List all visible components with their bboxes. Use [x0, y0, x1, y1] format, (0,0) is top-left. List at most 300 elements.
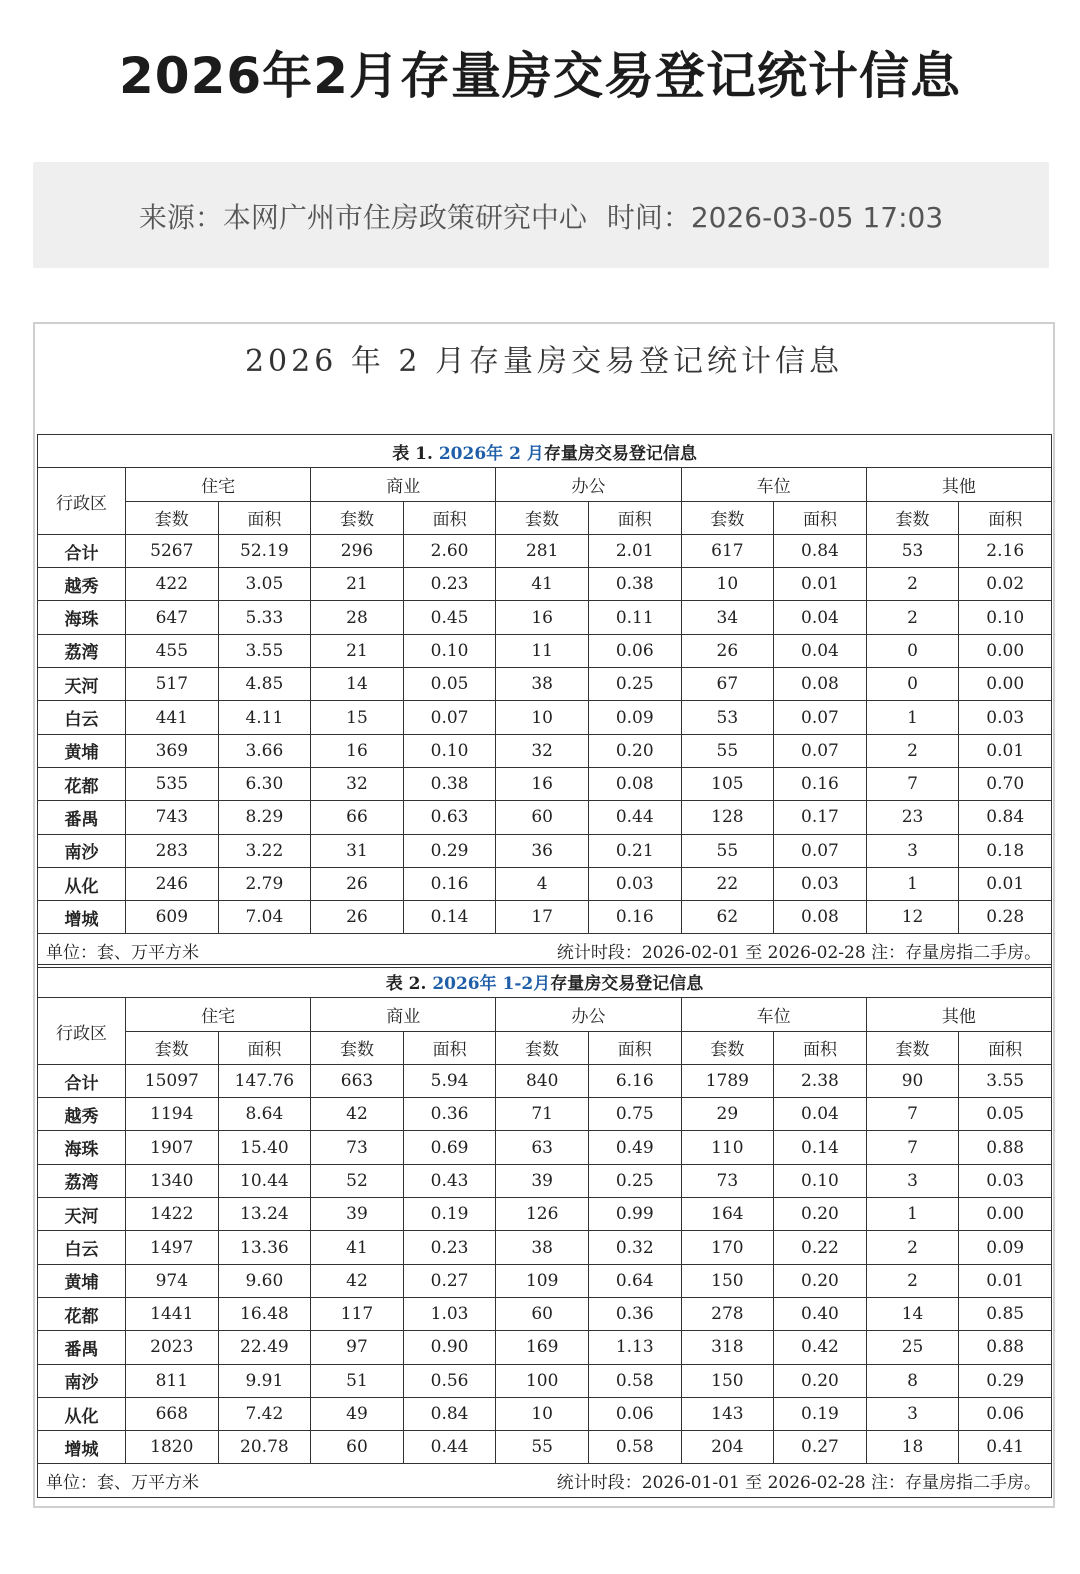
category-header: 办公 [496, 998, 681, 1031]
table-cell: 0.64 [588, 1264, 681, 1297]
table-cell: 26 [681, 634, 774, 667]
table-cell: 0.43 [403, 1164, 496, 1197]
table-cell: 1340 [126, 1164, 219, 1197]
table-cell: 0.11 [588, 601, 681, 634]
table-cell: 15097 [126, 1064, 219, 1097]
table-cell: 0.16 [774, 767, 867, 800]
table-cell: 71 [496, 1098, 589, 1131]
table-cell: 60 [496, 801, 589, 834]
table-cell: 278 [681, 1297, 774, 1330]
table-cell: 32 [311, 767, 404, 800]
article-meta [33, 162, 1049, 268]
table-cell: 42 [311, 1264, 404, 1297]
table-cell: 1441 [126, 1297, 219, 1330]
table-cell: 49 [311, 1397, 404, 1430]
table-cell: 18 [866, 1431, 959, 1464]
district-name: 南沙 [38, 1364, 126, 1397]
table-cell: 34 [681, 601, 774, 634]
district-name: 从化 [38, 867, 126, 900]
table-cell: 52 [311, 1164, 404, 1197]
sub-header: 套数 [126, 501, 219, 534]
table-cell: 0.08 [774, 901, 867, 934]
table-cell: 28 [311, 601, 404, 634]
table-cell: 38 [496, 668, 589, 701]
table-cell: 0.04 [774, 1098, 867, 1131]
table-cell: 8 [866, 1364, 959, 1397]
sub-header: 面积 [403, 501, 496, 534]
table-row [38, 668, 1052, 701]
table-cell: 0.70 [959, 767, 1052, 800]
category-header: 车位 [681, 998, 866, 1031]
table-row [38, 1098, 1052, 1131]
table-cell: 9.91 [218, 1364, 311, 1397]
table-cell: 617 [681, 534, 774, 567]
table-cell: 13.36 [218, 1231, 311, 1264]
district-name: 番禺 [38, 1331, 126, 1364]
table-row [38, 1231, 1052, 1264]
category-header: 住宅 [126, 468, 311, 501]
category-header: 其他 [866, 998, 1051, 1031]
table-cell: 26 [311, 901, 404, 934]
district-name: 荔湾 [38, 634, 126, 667]
table-cell: 10 [681, 568, 774, 601]
table-cell: 0.56 [403, 1364, 496, 1397]
table-cell: 0.01 [774, 568, 867, 601]
unit-note: 单位：套、万平方米 [46, 943, 199, 964]
district-name: 从化 [38, 1397, 126, 1430]
category-header: 住宅 [126, 998, 311, 1031]
table-cell: 0.99 [588, 1198, 681, 1231]
table-cell: 17 [496, 901, 589, 934]
caption-prefix: 表 2. [385, 973, 433, 994]
table-cell: 90 [866, 1064, 959, 1097]
district-name: 白云 [38, 701, 126, 734]
sub-header-row [38, 1031, 1052, 1064]
district-name: 海珠 [38, 601, 126, 634]
sub-header: 套数 [866, 1031, 959, 1064]
category-header: 商业 [311, 998, 496, 1031]
table-row [38, 901, 1052, 934]
table-cell: 3 [866, 1397, 959, 1430]
table-cell: 318 [681, 1331, 774, 1364]
source-text: 来源：本网广州市住房政策研究中心 [138, 201, 587, 234]
table-cell: 1 [866, 1198, 959, 1231]
table-cell: 0.06 [588, 634, 681, 667]
table-cell: 0.06 [959, 1397, 1052, 1430]
table-cell: 0.01 [959, 867, 1052, 900]
table-cell: 53 [866, 534, 959, 567]
table-cell: 55 [681, 834, 774, 867]
table-cell: 0 [866, 634, 959, 667]
table-cell: 0.02 [959, 568, 1052, 601]
table-cell: 0.63 [403, 801, 496, 834]
table-cell: 55 [681, 734, 774, 767]
table-cell: 20.78 [218, 1431, 311, 1464]
table-cell: 0.08 [774, 668, 867, 701]
table-cell: 2.01 [588, 534, 681, 567]
table-cell: 0.32 [588, 1231, 681, 1264]
table-cell: 0.69 [403, 1131, 496, 1164]
sub-header: 面积 [774, 501, 867, 534]
table-cell: 10 [496, 1397, 589, 1430]
table-caption-row [38, 435, 1052, 468]
table-cell: 12 [866, 901, 959, 934]
table-cell: 22 [681, 867, 774, 900]
table-cell: 73 [311, 1131, 404, 1164]
table-cell: 0.00 [959, 1198, 1052, 1231]
district-name: 荔湾 [38, 1164, 126, 1197]
table-cell: 0.16 [403, 867, 496, 900]
district-name: 合计 [38, 1064, 126, 1097]
table-cell: 0.16 [588, 901, 681, 934]
table-cell: 0.88 [959, 1331, 1052, 1364]
meta-line [33, 196, 1049, 236]
table-cell: 840 [496, 1064, 589, 1097]
table-cell: 143 [681, 1397, 774, 1430]
table-cell: 0.88 [959, 1131, 1052, 1164]
table-row [38, 634, 1052, 667]
table-cell: 60 [496, 1297, 589, 1330]
sub-header: 面积 [774, 1031, 867, 1064]
table-cell: 21 [311, 634, 404, 667]
table-cell: 110 [681, 1131, 774, 1164]
table-cell: 0.85 [959, 1297, 1052, 1330]
table-footer [38, 934, 1052, 967]
table-caption [38, 965, 1052, 998]
sub-header: 面积 [218, 501, 311, 534]
table-caption-row [38, 965, 1052, 998]
table-cell: 1.03 [403, 1297, 496, 1330]
table-cell: 204 [681, 1431, 774, 1464]
caption-period: 2026年 2 月 [438, 443, 544, 464]
district-name: 花都 [38, 1297, 126, 1330]
table-cell: 4.85 [218, 668, 311, 701]
table-cell: 8.29 [218, 801, 311, 834]
table-cell: 39 [496, 1164, 589, 1197]
district-name: 增城 [38, 901, 126, 934]
table-cell: 3.55 [218, 634, 311, 667]
table-cell: 7.04 [218, 901, 311, 934]
period-note: 统计时段：2026-02-01 至 2026-02-28 注：存量房指二手房。 [556, 943, 1042, 964]
table-row [38, 1297, 1052, 1330]
table-cell: 1497 [126, 1231, 219, 1264]
district-name: 越秀 [38, 1098, 126, 1131]
table-cell: 0.14 [774, 1131, 867, 1164]
table-row [38, 1397, 1052, 1430]
table-cell: 0.10 [774, 1164, 867, 1197]
table-cell: 281 [496, 534, 589, 567]
table-cell: 164 [681, 1198, 774, 1231]
table-cell: 55 [496, 1431, 589, 1464]
category-header-row [38, 468, 1052, 501]
table-footer [38, 1464, 1052, 1497]
table-cell: 66 [311, 801, 404, 834]
caption-period: 2026年 1-2月 [432, 973, 551, 994]
sub-header: 套数 [681, 1031, 774, 1064]
caption-suffix: 存量房交易登记信息 [543, 443, 697, 464]
table-cell: 62 [681, 901, 774, 934]
district-name: 合计 [38, 534, 126, 567]
table-cell: 0.25 [588, 668, 681, 701]
table-cell: 369 [126, 734, 219, 767]
table-cell: 6.30 [218, 767, 311, 800]
table-cell: 0.20 [774, 1264, 867, 1297]
table-caption [38, 435, 1052, 468]
table-cell: 0.07 [774, 734, 867, 767]
category-header: 商业 [311, 468, 496, 501]
table-row [38, 1264, 1052, 1297]
table-cell: 0.05 [403, 668, 496, 701]
table-cell: 4 [496, 867, 589, 900]
table-cell: 14 [311, 668, 404, 701]
table-cell: 23 [866, 801, 959, 834]
statistics-document-image [33, 322, 1055, 1508]
table-cell: 0.40 [774, 1297, 867, 1330]
table-cell: 0.44 [403, 1431, 496, 1464]
table-cell: 25 [866, 1331, 959, 1364]
district-name: 南沙 [38, 834, 126, 867]
table-cell: 0.42 [774, 1331, 867, 1364]
table-cell: 170 [681, 1231, 774, 1264]
table-cell: 0.25 [588, 1164, 681, 1197]
table-cell: 2.79 [218, 867, 311, 900]
table-row [38, 1431, 1052, 1464]
table-cell: 169 [496, 1331, 589, 1364]
table-row [38, 834, 1052, 867]
period-note: 统计时段：2026-01-01 至 2026-02-28 注：存量房指二手房。 [556, 1473, 1041, 1494]
table-row [38, 1331, 1052, 1364]
table-cell: 0.06 [588, 1397, 681, 1430]
table-cell: 2 [866, 1231, 959, 1264]
table-cell: 0 [866, 668, 959, 701]
table-cell: 0.03 [774, 867, 867, 900]
sub-header: 套数 [681, 501, 774, 534]
table-row [38, 734, 1052, 767]
table-cell: 0.38 [403, 767, 496, 800]
table-cell: 0.44 [588, 801, 681, 834]
table-cell: 0.05 [959, 1098, 1052, 1131]
district-name: 天河 [38, 1198, 126, 1231]
table-cell: 0.08 [588, 767, 681, 800]
table-cell: 67 [681, 668, 774, 701]
sub-header: 套数 [866, 501, 959, 534]
table-cell: 2 [866, 568, 959, 601]
sub-header: 面积 [588, 501, 681, 534]
table-cell: 7 [866, 1131, 959, 1164]
district-name: 白云 [38, 1231, 126, 1264]
table-cell: 1422 [126, 1198, 219, 1231]
table-cell: 60 [311, 1431, 404, 1464]
table-cell: 0.03 [588, 867, 681, 900]
table-cell: 0.03 [959, 1164, 1052, 1197]
table-footer-row [38, 1464, 1052, 1497]
sub-header: 套数 [311, 1031, 404, 1064]
table-cell: 14 [866, 1297, 959, 1330]
table-cell: 0.07 [403, 701, 496, 734]
table-cell: 668 [126, 1397, 219, 1430]
sub-header: 套数 [311, 501, 404, 534]
table-cell: 63 [496, 1131, 589, 1164]
table-cell: 0.01 [959, 734, 1052, 767]
table-row [38, 1164, 1052, 1197]
table-cell: 1789 [681, 1064, 774, 1097]
table-cell: 2023 [126, 1331, 219, 1364]
table-cell: 8.64 [218, 1098, 311, 1131]
table-cell: 38 [496, 1231, 589, 1264]
table-cell: 1 [866, 701, 959, 734]
table-cell: 7.42 [218, 1397, 311, 1430]
table-cell: 7 [866, 1098, 959, 1131]
table-cell: 21 [311, 568, 404, 601]
district-header: 行政区 [38, 998, 126, 1065]
table-cell: 0.19 [403, 1198, 496, 1231]
document-title: 2026 年 2 月存量房交易登记统计信息 [244, 344, 844, 379]
table-cell: 2.60 [403, 534, 496, 567]
table-cell: 13.24 [218, 1198, 311, 1231]
table-row [38, 1064, 1052, 1097]
table-cell: 0.27 [403, 1264, 496, 1297]
table-cell: 422 [126, 568, 219, 601]
caption-prefix: 表 1. [392, 443, 439, 464]
table-cell: 0.03 [959, 701, 1052, 734]
sub-header: 面积 [403, 1031, 496, 1064]
table-cell: 0.01 [959, 1264, 1052, 1297]
table-row [38, 1364, 1052, 1397]
district-name: 增城 [38, 1431, 126, 1464]
table-cell: 1.13 [588, 1331, 681, 1364]
table-cell: 16 [496, 601, 589, 634]
table-cell: 6.16 [588, 1064, 681, 1097]
table-cell: 105 [681, 767, 774, 800]
table-cell: 36 [496, 834, 589, 867]
table-cell: 0.04 [774, 601, 867, 634]
table-cell: 0.29 [403, 834, 496, 867]
table-cell: 5.94 [403, 1064, 496, 1097]
table-cell: 22.49 [218, 1331, 311, 1364]
table-cell: 5267 [126, 534, 219, 567]
table-cell: 0.19 [774, 1397, 867, 1430]
table-cell: 1907 [126, 1131, 219, 1164]
table-cell: 42 [311, 1098, 404, 1131]
table-cell: 296 [311, 534, 404, 567]
table-cell: 0.41 [959, 1431, 1052, 1464]
table-cell: 0.20 [774, 1364, 867, 1397]
table-row [38, 534, 1052, 567]
table-cell: 26 [311, 867, 404, 900]
table-cell: 2.16 [959, 534, 1052, 567]
table-cell: 0.84 [959, 801, 1052, 834]
table-row [38, 1131, 1052, 1164]
table-cell: 974 [126, 1264, 219, 1297]
table-cell: 2 [866, 1264, 959, 1297]
table-cell: 0.84 [403, 1397, 496, 1430]
sub-header: 套数 [126, 1031, 219, 1064]
table-cell: 0.23 [403, 1231, 496, 1264]
table-cell: 51 [311, 1364, 404, 1397]
table-cell: 11 [496, 634, 589, 667]
table-cell: 0.10 [959, 601, 1052, 634]
table-cell: 0.27 [774, 1431, 867, 1464]
district-name: 黄埔 [38, 734, 126, 767]
table-cell: 117 [311, 1297, 404, 1330]
district-name: 黄埔 [38, 1264, 126, 1297]
table-row [38, 767, 1052, 800]
table-cell: 31 [311, 834, 404, 867]
table-row [38, 1198, 1052, 1231]
table-cell: 150 [681, 1264, 774, 1297]
table-cell: 4.11 [218, 701, 311, 734]
district-name: 海珠 [38, 1131, 126, 1164]
category-header-row [38, 998, 1052, 1031]
table-cell: 0.23 [403, 568, 496, 601]
table-cell: 0.20 [774, 1198, 867, 1231]
table-cell: 0.20 [588, 734, 681, 767]
table-cell: 16 [311, 734, 404, 767]
table-cell: 0.07 [774, 701, 867, 734]
category-header: 办公 [496, 468, 681, 501]
sub-header: 面积 [588, 1031, 681, 1064]
table-cell: 128 [681, 801, 774, 834]
monthly-stat-table [37, 434, 1052, 968]
table-footer-row [38, 934, 1052, 967]
table-cell: 246 [126, 867, 219, 900]
table-cell: 147.76 [218, 1064, 311, 1097]
table-cell: 1 [866, 867, 959, 900]
table-cell: 2.38 [774, 1064, 867, 1097]
table-cell: 52.19 [218, 534, 311, 567]
table-cell: 0.09 [588, 701, 681, 734]
table-cell: 0.36 [403, 1098, 496, 1131]
table-cell: 3 [866, 834, 959, 867]
table-cell: 0.00 [959, 668, 1052, 701]
sub-header: 套数 [496, 501, 589, 534]
table-cell: 0.18 [959, 834, 1052, 867]
table-cell: 0.21 [588, 834, 681, 867]
table-cell: 0.17 [774, 801, 867, 834]
table-cell: 647 [126, 601, 219, 634]
table-cell: 126 [496, 1198, 589, 1231]
table-cell: 455 [126, 634, 219, 667]
sub-header: 面积 [218, 1031, 311, 1064]
category-header: 车位 [681, 468, 866, 501]
table-cell: 283 [126, 834, 219, 867]
table-cell: 15.40 [218, 1131, 311, 1164]
table-cell: 3 [866, 1164, 959, 1197]
caption-suffix: 存量房交易登记信息 [550, 973, 704, 994]
sub-header: 面积 [959, 501, 1052, 534]
category-header: 其他 [866, 468, 1051, 501]
page-title: 2026年2月存量房交易登记统计信息 [119, 47, 961, 105]
table-cell: 663 [311, 1064, 404, 1097]
table-cell: 5.33 [218, 601, 311, 634]
table-cell: 0.45 [403, 601, 496, 634]
table-cell: 0.10 [403, 634, 496, 667]
table-cell: 0.84 [774, 534, 867, 567]
sub-header-row [38, 501, 1052, 534]
table-row [38, 701, 1052, 734]
table-cell: 0.28 [959, 901, 1052, 934]
table-cell: 0.75 [588, 1098, 681, 1131]
table-cell: 7 [866, 767, 959, 800]
table-cell: 0.58 [588, 1364, 681, 1397]
table-cell: 16 [496, 767, 589, 800]
table-cell: 0.49 [588, 1131, 681, 1164]
district-name: 番禺 [38, 801, 126, 834]
table-cell: 2 [866, 601, 959, 634]
table-cell: 0.36 [588, 1297, 681, 1330]
table-cell: 29 [681, 1098, 774, 1131]
table-cell: 16.48 [218, 1297, 311, 1330]
